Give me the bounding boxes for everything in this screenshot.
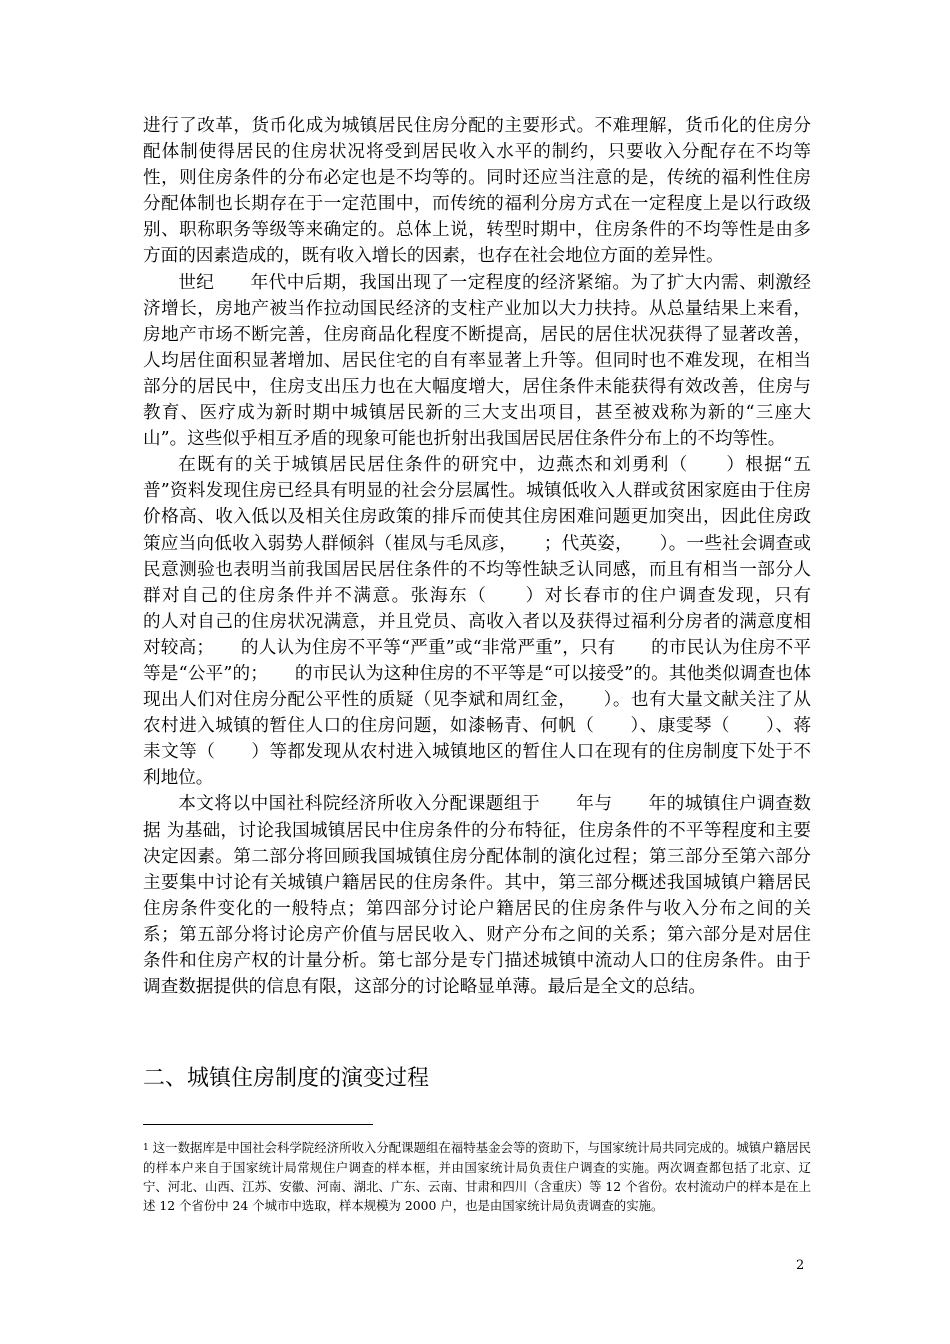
footnote-divider [143,1124,373,1125]
paragraph-2: 世纪 年代中后期，我国出现了一定程度的经济紧缩。为了扩大内需、刺激经济增长，房地产被当作拉动国民经济的支柱产业加以大力扶持。从总量结果上来看，房地产市场不断完善，住房商品化程度不断提高，居民的居住状况获得了显著改善，人均居住面积显著增加、居民住宅的自有率显著上升等。但同时也不难发现，在相当部分的居民中，住房支出压力也在大幅度增大，居住条件未能获得有效改善，住房与教育、医疗成为新时期中城镇居民新的三大支出项目，甚至被戏称为新的“三座大山”。这些似乎相互矛盾的现象可能也折射出我国居民居住条件分布上的不均等性。 [143,272,811,450]
footnote-marker: 1 [143,1143,149,1153]
paragraph-1: 进行了改革，货币化成为城镇居民住房分配的主要形式。不难理解，货币化的住房分配体制使得居民的住房状况将受到居民收入水平的制约，只要收入分配存在不均等性，则住房条件的分布必定也是不均等的。同时还应当注意的是，传统的福利性住房分配体制也长期存在于一定范围中，而传统的福利分房方式在一定程度上是以行政级别、职称职务等级等来确定的。总体上说，转型时期中，住房条件的不均等性是由多方面的因素造成的，既有收入增长的因素，也存在社会地位方面的差异性。 [143,116,811,267]
footnote [143,1138,811,1215]
body-text [143,113,847,1000]
footnote-text: 这一数据库是中国社会科学院经济所收入分配课题组在福特基金会等的资助下，与国家统计局共同完成的。城镇户籍居民的样本户来自于国家统计局常规住户调查的样本框，并由国家统计局负责住户调查的实施。两次调查都包括了北京、辽宁、河北、山西、江苏、安徽、河南、湖北、广东、云南、甘肃和四川（含重庆）等 12 个省份。农村流动户的样本是在上述 12 个省份中 24 个城市中选取，样本规模为 2000 户，也是由国家统计局负责调查的实施。 [143,1140,811,1213]
paragraph-3: 在既有的关于城镇居民居住条件的研究中，边燕杰和刘勇利（ ）根据“五普”资料发现住房已经具有明显的社会分层属性。城镇低收入人群或贫困家庭由于住房价格高、收入低以及相关住房政策的排斥而使其住房困难问题更加突出，因此住房政策应当向低收入弱势人群倾斜（崔凤与毛凤彦， ；代英姿， ）。一些社会调查或民意测验也表明当前我国居民居住条件的不均等性缺乏认同感，而且有相当一部分人群对自己的住房条件并不满意。张海东（ ）对长春市的住户调查发现，只有 的人对自己的住房状况满意，并且党员、高收入者以及获得过福利分房者的满意度相对较高； 的人认为住房不平等“严重”或“非常严重”，只有 的市民认为住房不平等是“公平”的； 的市民认为这种住房的不平等是“可以接受”的。其他类似调查也体现出人们对住房分配公平性的质疑（见李斌和周红金， ）。也有大量文献关注了从农村进入城镇的暂住人口的住房问题，如漆畅青、何帆（ ）、康雯琴（ ）、蒋耒文等（ ）等都发现从农村进入城镇地区的暂住人口在现有的住房制度下处于不利地位。 [143,455,847,789]
paragraph-4: 本文将以中国社科院经济所收入分配课题组于 年与 年的城镇住户调查数据 为基础，讨论我国城镇居民中住房条件的分布特征，住房条件的不平等程度和主要决定因素。第二部分将回顾我国城镇住房分配体制的演化过程；第三部分至第六部分主要集中讨论有关城镇户籍居民的住房条件。其中，第三部分概述我国城镇户籍居民住房条件变化的一般特点；第四部分讨论户籍居民的住房条件与收入分布之间的关系；第五部分将讨论房产价值与居民收入、财产分布之间的关系；第六部分是对居住条件和住房产权的计量分析。第七部分是专门描述城镇中流动人口的住房条件。由于调查数据提供的信息有限，这部分的讨论略显单薄。最后是全文的总结。 [143,794,811,998]
section-heading: 二、城镇住房制度的演变过程 [143,1066,430,1091]
page-number: 2 [796,1258,805,1273]
